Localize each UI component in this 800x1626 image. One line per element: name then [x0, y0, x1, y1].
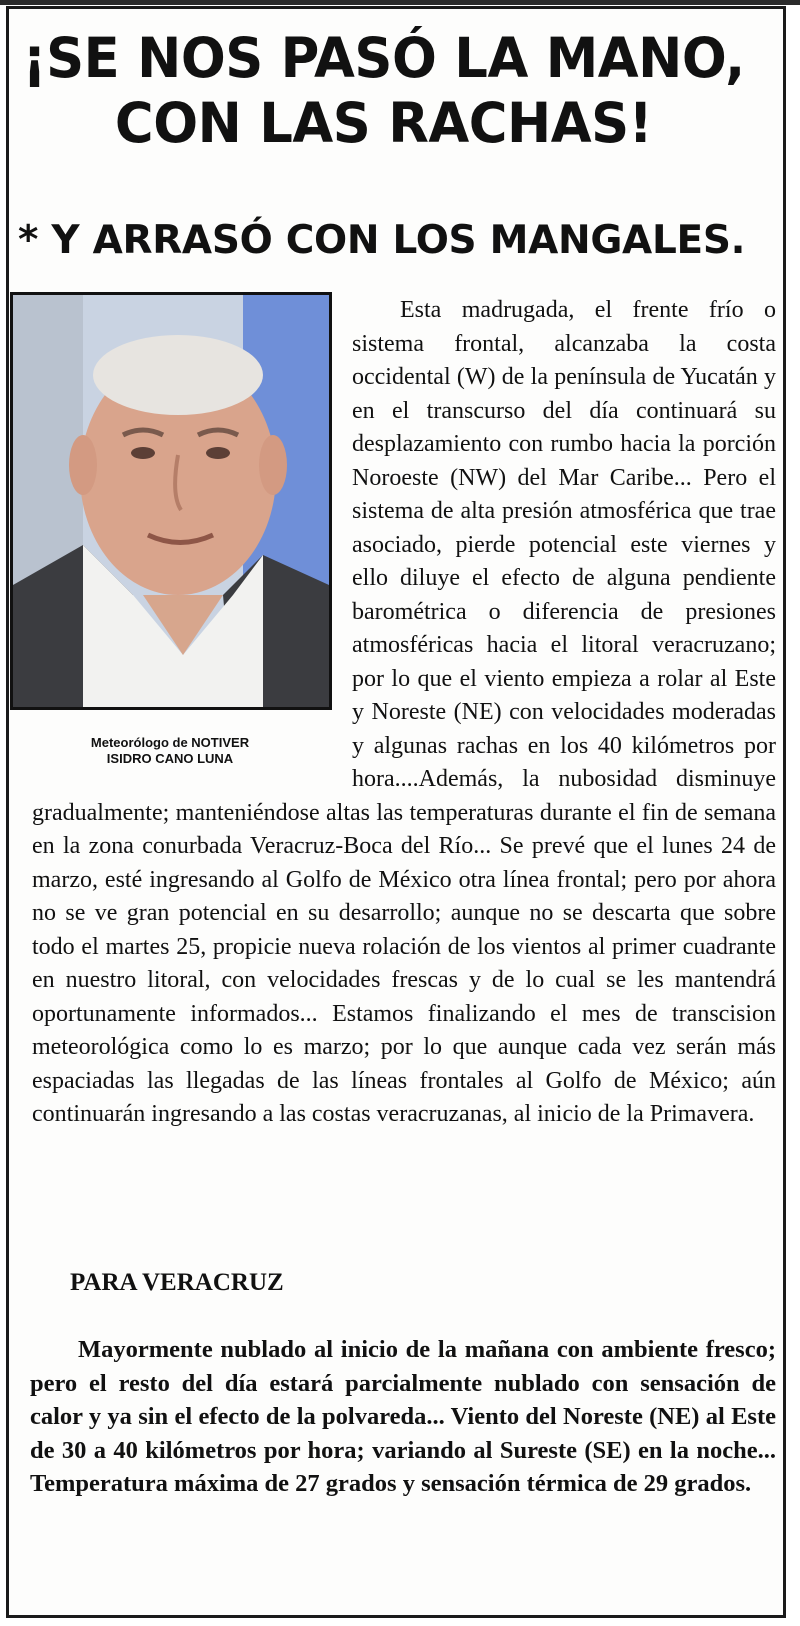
headline: ¡SE NOS PASÓ LA MANO, CON LAS RACHAS! [22, 26, 745, 155]
forecast-text: Mayormente nublado al inicio de la mañana con ambiente fresco; pero el resto del día estará parcialmente nublado con sensación de calor y ya sin el efecto de la polvareda... Viento del Noreste (NE) al Este de 30 a 40 kilómetros por hora; variando al Sureste (SE) en la noche... Temperatura máxima de 27 grados y sensación térmica de 29 grados. [30, 1336, 776, 1497]
caption-line-2: ISIDRO CANO LUNA [106, 751, 234, 766]
subhead: * Y ARRASÓ CON LOS MANGALES. [18, 218, 746, 263]
top-rule [0, 0, 800, 5]
photo-float-spacer [32, 294, 344, 769]
article-body [32, 294, 776, 1132]
article-body-text: Esta madrugada, el frente frío o sistema frontal, alcanzaba la costa occidental (W) de la península de Yucatán y en el transcurso del día continuará su desplazamiento con rumbo hacia la porción Noroeste (NW) del Mar Caribe... Pero el sistema de alta presión atmosférica que trae asociado, pierde potencial este viernes y ello diluye el efecto de alguna pendiente barométrica o diferencia de presiones atmosféricas hacia el litoral veracruzano; por lo que el viento empieza a rolar al Este y Noreste (NE) con velocidades moderadas y algunas rachas en los 40 kilómetros por hora....Además, la nubosidad disminuye gradualmente; manteniéndose altas las temperaturas durante el fin de semana en la zona conurbada Veracruz-Boca del Río... Se prevé que el lunes 24 de marzo, esté ingresando al Golfo de México otra línea frontal; pero por ahora no se ve gran potencial en su desarrollo; aunque no se descarta que sobre todo el martes 25, propicie nueva rolación de los vientos al primer cuadrante en nuestro litoral, con velocidades frescas y de lo cual se les mantendrá oportunamente informados... Estamos finalizando el mes de transcision meteorológica como lo es marzo; por lo que aunque cada vez serán más espaciadas las llegadas de las líneas frontales al Golfo de México; aún continuarán ingresando a las costas veracruzanas, al inicio de la Primavera. [32, 297, 776, 1127]
caption-line-1: Meteorólogo de NOTIVER [90, 735, 250, 750]
section-title: PARA VERACRUZ [70, 1269, 284, 1296]
forecast-paragraph [30, 1333, 776, 1501]
